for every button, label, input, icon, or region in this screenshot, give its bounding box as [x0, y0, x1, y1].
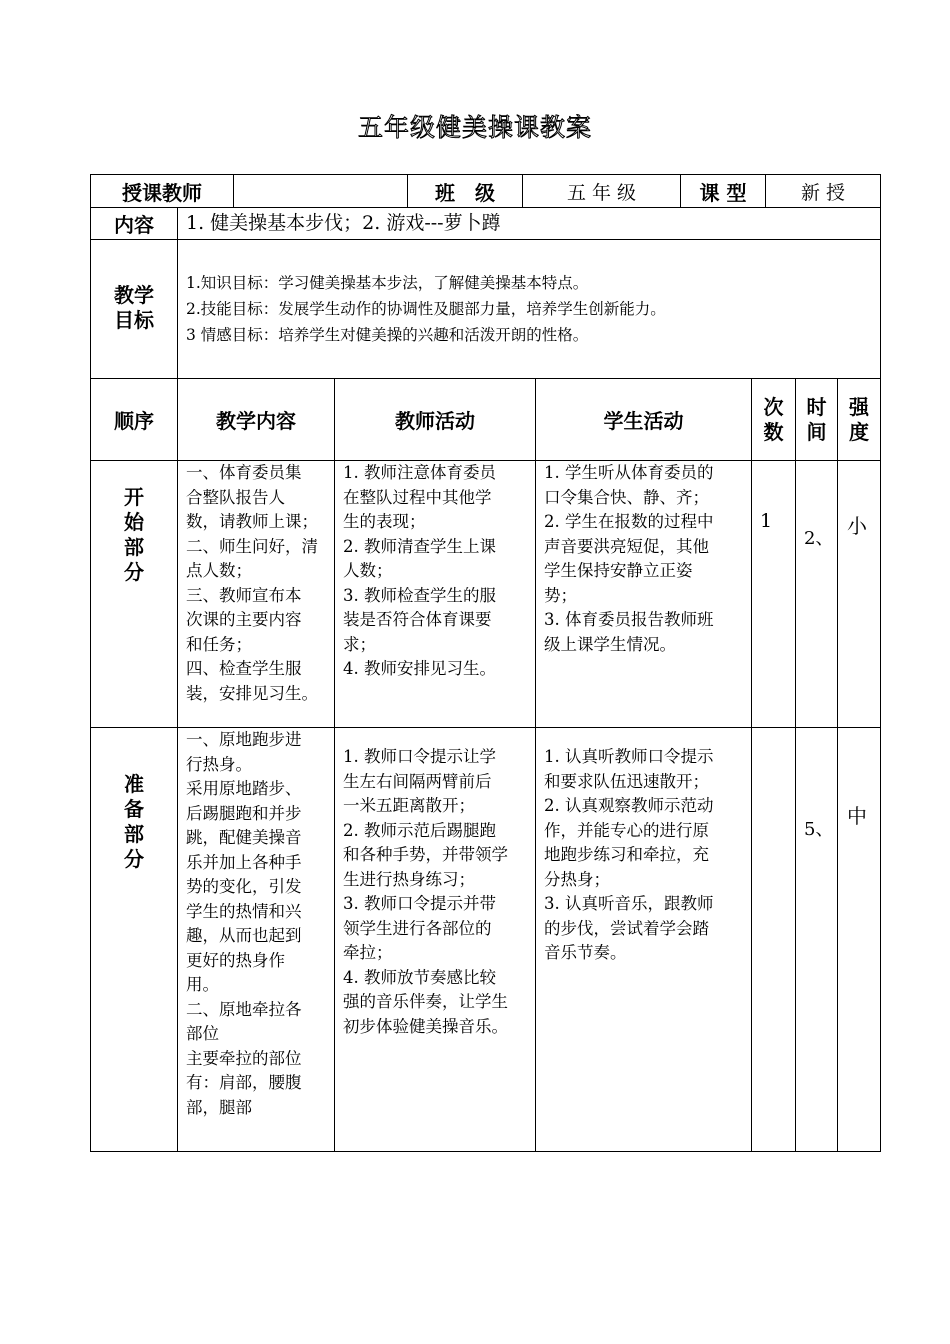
col-student: 学生活动 — [603, 409, 684, 433]
section-name: 开始部分 — [124, 485, 144, 584]
section-name: 准备部分 — [124, 772, 144, 871]
col-content: 教学内容 — [216, 409, 296, 433]
col-intensity: 强度 — [849, 395, 869, 444]
page-title: 五年级健美操课教案 — [357, 113, 592, 142]
goals-label: 教学目标 — [114, 283, 154, 332]
section-count: 1 — [760, 510, 773, 532]
class-label: 班 级 — [435, 180, 495, 205]
goal-item: 1.知识目标：学习健美操基本步法，了解健美操基本特点。 — [186, 274, 589, 292]
section-content: 一、原地跑步进 行热身。 采用原地踏步、 后踢腿跑和并步 跳，配健美操音 乐并加上各种手 势的变化，引发 学生的热情和兴 趣，从而也起到 更好的热身作 用。 二、原地牵拉各 部位 主要牵拉的部位 有：肩部，腰腹 部，腿部 — [186, 730, 302, 1117]
goal-item: 2.技能目标：发展学生动作的协调性及腿部力量，培养学生创新能力。 — [186, 300, 666, 318]
col-teacher: 教师活动 — [395, 409, 475, 433]
type-value: 新 授 — [800, 181, 846, 204]
goal-item: 3 情感目标：培养学生对健美操的兴趣和活泼开朗的性格。 — [186, 326, 589, 344]
section-time: 5、 — [804, 819, 834, 840]
teacher-value — [234, 175, 407, 207]
section-intensity: 小 — [847, 514, 867, 538]
type-label: 课 型 — [699, 180, 747, 205]
section-teacher-activity: 1. 教师注意体育委员 在整队过程中其他学 生的表现； 2. 教师清查学生上课 人数； 3. 教师检查学生的服 装是否符合体育课要 求； 4. 教师安排见习生。 — [343, 463, 496, 678]
section-time: 2、 — [804, 528, 834, 549]
section-intensity: 中 — [847, 804, 867, 828]
section-student-activity: 1. 学生听从体育委员的 口令集合快、静、齐； 2. 学生在报数的过程中 声音要洪亮短促，其他 学生保持安静立正姿 势； 3. 体育委员报告教师班 级上课学生情况。 — [544, 463, 714, 654]
section-teacher-activity: 1. 教师口令提示让学 生左右间隔两臂前后 一米五距离散开； 2. 教师示范后踢腿跑 和各种手势，并带领学 生进行热身练习； 3. 教师口令提示并带 领学生进行各部位的 牵拉； 4. 教师放节奏感比较 强的音乐伴奏，让学生 初步体验健美操音乐。 — [343, 747, 508, 1036]
content-label: 内容 — [114, 213, 154, 237]
content-value: 1. 健美操基本步伐；2. 游戏---萝卜蹲 — [186, 212, 501, 234]
col-time: 时间 — [806, 395, 827, 444]
class-value: 五 年 级 — [566, 181, 637, 204]
col-count: 次数 — [763, 395, 784, 444]
section-content: 一、体育委员集 合整队报告人 数，请教师上课； 二、师生问好，清 点人数； 三、教师宣布本 次课的主要内容 和任务； 四、检查学生服 装，安排见习生。 — [186, 463, 318, 703]
teacher-label: 授课教师 — [122, 180, 202, 205]
col-order: 顺序 — [114, 409, 154, 433]
goals-list — [186, 270, 876, 348]
section-student-activity: 1. 认真听教师口令提示 和要求队伍迅速散开； 2. 认真观察教师示范动 作，并能专心的进行原 地跑步练习和牵拉，充 分热身； 3. 认真听音乐，跟教师 的步伐，尝试着学会踏 音乐节奏。 — [544, 747, 714, 962]
